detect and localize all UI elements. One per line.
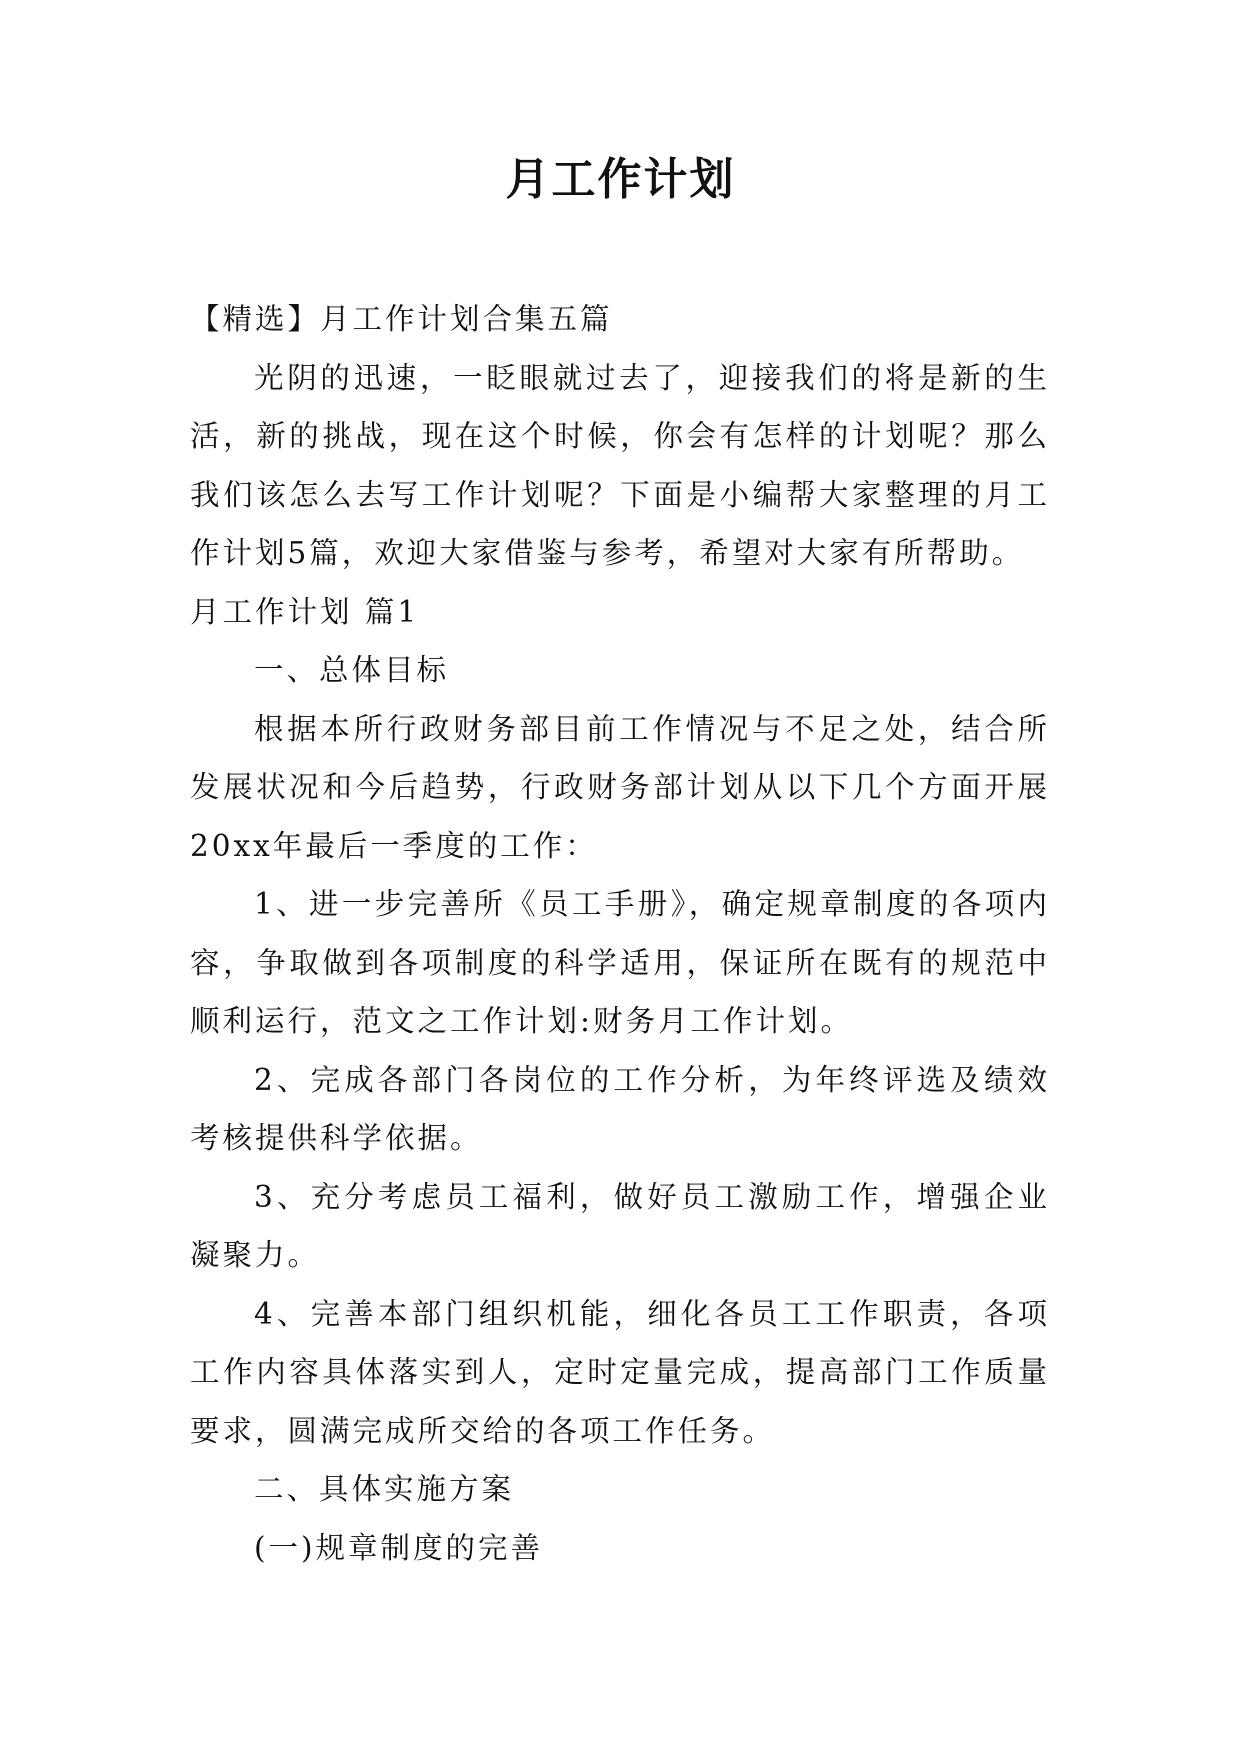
paragraph-item-2: 2、完成各部门各岗位的工作分析，为年终评选及绩效考核提供科学依据。 bbox=[190, 1062, 1050, 1155]
subtitle-line: 【精选】月工作计划合集五篇 bbox=[190, 302, 613, 336]
intro-paragraph: 光阴的迅速，一眨眼就过去了，迎接我们的将是新的生活，新的挑战，现在这个时候，你会有怎样的计划呢？那么我们该怎么去写工作计划呢？下面是小编帮大家整理的月工作计划5篇，欢迎大家借鉴与参考，希望对大家有所帮助。 bbox=[190, 360, 1050, 570]
section-heading: 月工作计划 篇1 bbox=[190, 594, 420, 629]
paragraph-item-1: 1、进一步完善所《员工手册》，确定规章制度的各项内容，争取做到各项制度的科学适用，保证所在既有的规范中顺利运行，范文之工作计划:财务月工作计划。 bbox=[190, 887, 1050, 1038]
heading-overall-goal: 一、总体目标 bbox=[254, 653, 450, 687]
paragraph-item-3: 3、充分考虑员工福利，做好员工激励工作，增强企业凝聚力。 bbox=[190, 1179, 1050, 1272]
heading-implementation-plan: 二、具体实施方案 bbox=[254, 1472, 515, 1506]
heading-rules-improvement: (一)规章制度的完善 bbox=[254, 1530, 544, 1565]
paragraph-item-4: 4、完善本部门组织机能，细化各员工工作职责，各项工作内容具体落实到人，定时定量完成，提高部门工作质量要求，圆满完成所交给的各项工作任务。 bbox=[190, 1296, 1050, 1448]
document-body bbox=[190, 290, 1050, 1577]
document-title: 月工作计划 bbox=[505, 154, 736, 205]
paragraph-background: 根据本所行政财务部目前工作情况与不足之处，结合所发展状况和今后趋势，行政财务部计划从以下几个方面开展20xx年最后一季度的工作： bbox=[190, 711, 1050, 863]
